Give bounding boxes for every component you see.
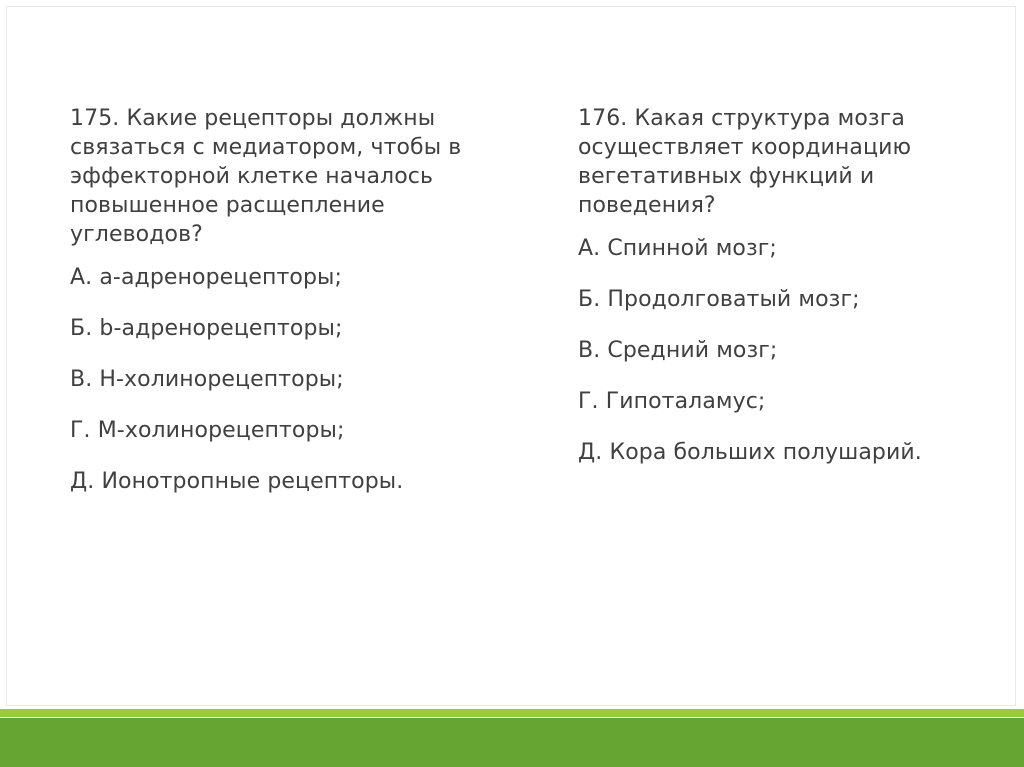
question-175-text: 175. Какие рецепторы должны связаться с медиатором, чтобы в эффекторной клетке началось повышенное расщепление углеводов? (70, 106, 462, 247)
q175-option-a: А. a-адренорецепторы; (70, 265, 343, 290)
q175-option-v: В. Н-холинорецепторы; (70, 367, 344, 392)
footer-band-light (0, 709, 1024, 717)
q176-option-g: Г. Гипоталамус; (578, 389, 766, 414)
q175-option-b: Б. b-адренорецепторы; (70, 316, 343, 341)
question-175-block (70, 104, 500, 518)
q176-option-d: Д. Кора больших полушарий. (578, 440, 922, 465)
q176-option-a: А. Спинной мозг; (578, 236, 777, 261)
footer-band-dark (0, 718, 1024, 767)
q176-option-v: В. Средний мозг; (578, 338, 778, 363)
question-176-block (578, 104, 978, 489)
q176-option-b: Б. Продолговатый мозг; (578, 287, 860, 312)
question-176-text: 176. Какая структура мозга осуществляет координацию вегетативных функций и поведения? (578, 106, 912, 218)
q175-option-d: Д. Ионотропные рецепторы. (70, 469, 404, 494)
q175-option-g: Г. М-холинорецепторы; (70, 418, 345, 443)
